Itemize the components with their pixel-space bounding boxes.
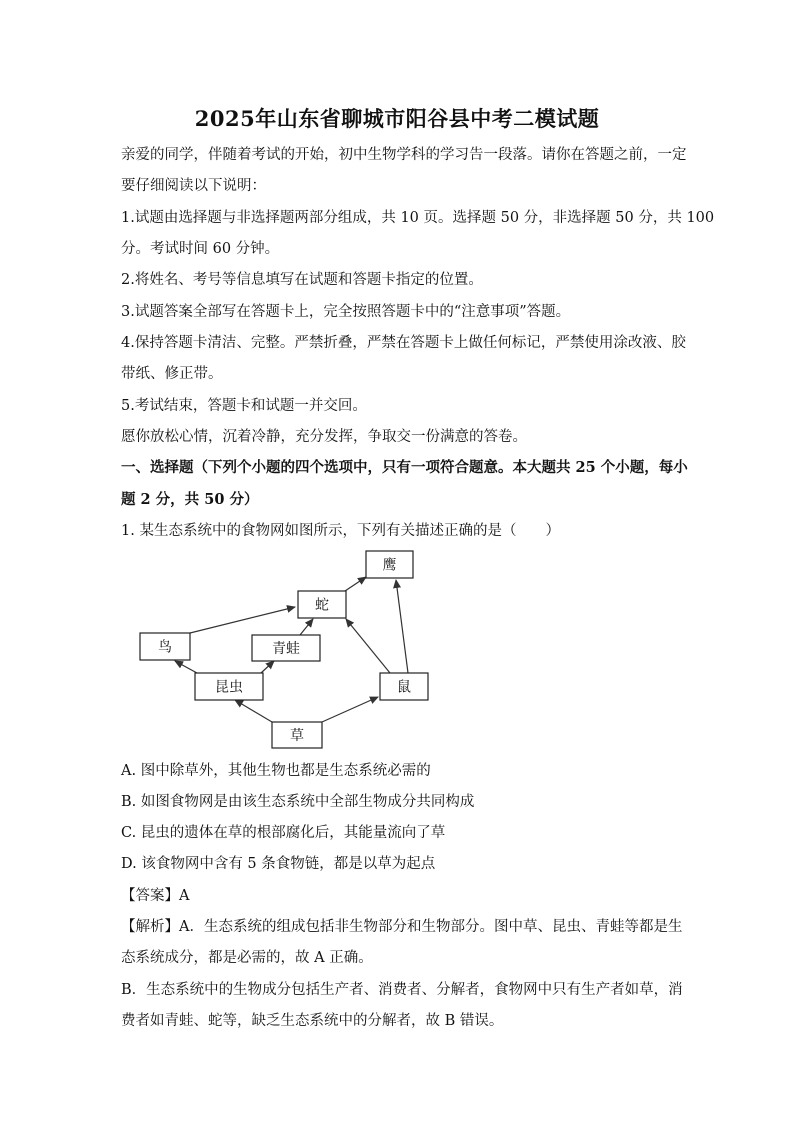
option-a: A. 图中除草外，其他生物也都是生态系统必需的 (121, 763, 431, 779)
node-bird-label: 鸟 (158, 639, 172, 656)
option-d: D. 该食物网中含有 5 条食物链，都是以草为起点 (121, 856, 436, 872)
node-snake-label: 蛇 (315, 597, 329, 614)
intro-line-2: 要仔细阅读以下说明： (121, 178, 266, 194)
rule-4-line-1: 4.保持答题卡清洁、完整。严禁折叠，严禁在答题卡上做任何标记，严禁使用涂改液、胶 (121, 335, 686, 351)
intro-line-1: 亲爱的同学，伴随着考试的开始，初中生物学科的学习告一段落。请你在答题之前，一定 (121, 147, 687, 163)
arrow-grass-insect (235, 700, 272, 722)
section-heading-line-2: 题 2 分，共 50 分） (121, 491, 259, 508)
option-c: C. 昆虫的遗体在草的根部腐化后，其能量流向了草 (121, 825, 446, 841)
analysis-line-4: 费者如青蛙、蛇等，缺乏生态系统中的分解者，故 B 错误。 (121, 1013, 504, 1029)
node-grass (272, 722, 322, 748)
answer-line: 【答案】A (121, 888, 190, 904)
arrow-mouse-hawk (396, 580, 408, 673)
rule-3: 3.试题答案全部写在答题卡上，完全按照答题卡中的“注意事项”答题。 (121, 304, 571, 320)
arrow-snake-hawk (345, 577, 366, 591)
arrow-bird-snake (190, 607, 295, 633)
rule-1-line-1: 1.试题由选择题与非选择题两部分组成，共 10 页。选择题 50 分，非选择题 50 分，共 100 (121, 210, 715, 226)
analysis-line-1: 【解析】A．生态系统的组成包括非生物部分和生物部分。图中草、昆虫、青蛙等都是生 (121, 919, 683, 935)
analysis-line-3: B．生态系统中的生物成分包括生产者、消费者、分解者，食物网中只有生产者如草，消 (121, 982, 683, 998)
food-web-diagram (0, 540, 794, 750)
option-b: B. 如图食物网是由该生态系统中全部生物成分共同构成 (121, 794, 475, 810)
arrow-insect-frog (261, 661, 274, 673)
node-mouse (380, 673, 428, 700)
arrow-grass-mouse (322, 697, 378, 722)
page-title: 2025年山东省聊城市阳谷县中考二模试题 (194, 106, 600, 131)
rule-5: 5.考试结束，答题卡和试题一并交回。 (121, 398, 367, 414)
node-frog-label: 青蛙 (272, 641, 300, 657)
rule-2: 2.将姓名、考号等信息填写在试题和答题卡指定的位置。 (121, 272, 483, 288)
analysis-line-2: 态系统成分，都是必需的，故 A 正确。 (121, 950, 373, 966)
wish-line: 愿你放松心情，沉着冷静，充分发挥，争取交一份满意的答卷。 (121, 429, 527, 445)
arrow-mouse-snake (346, 619, 390, 673)
node-bird (140, 633, 190, 660)
node-snake (298, 591, 346, 618)
arrow-insect-bird (175, 661, 197, 673)
node-hawk (366, 551, 413, 578)
node-hawk-label: 鹰 (382, 557, 397, 574)
section-heading-line-1: 一、选择题（下列个小题的四个选项中，只有一项符合题意。本大题共 25 个小题，每小 (121, 459, 688, 476)
node-insect-label: 昆虫 (215, 679, 243, 696)
arrow-frog-snake (300, 619, 313, 635)
rule-1-line-2: 分。考试时间 60 分钟。 (121, 241, 280, 257)
node-mouse-label: 鼠 (397, 679, 411, 696)
node-grass-label: 草 (290, 728, 304, 744)
node-frog (252, 635, 320, 661)
node-insect (195, 673, 263, 700)
question-stem: 1. 某生态系统中的食物网如图所示，下列有关描述正确的是（ ） (121, 523, 560, 539)
rule-4-line-2: 带纸、修正带。 (121, 366, 223, 382)
